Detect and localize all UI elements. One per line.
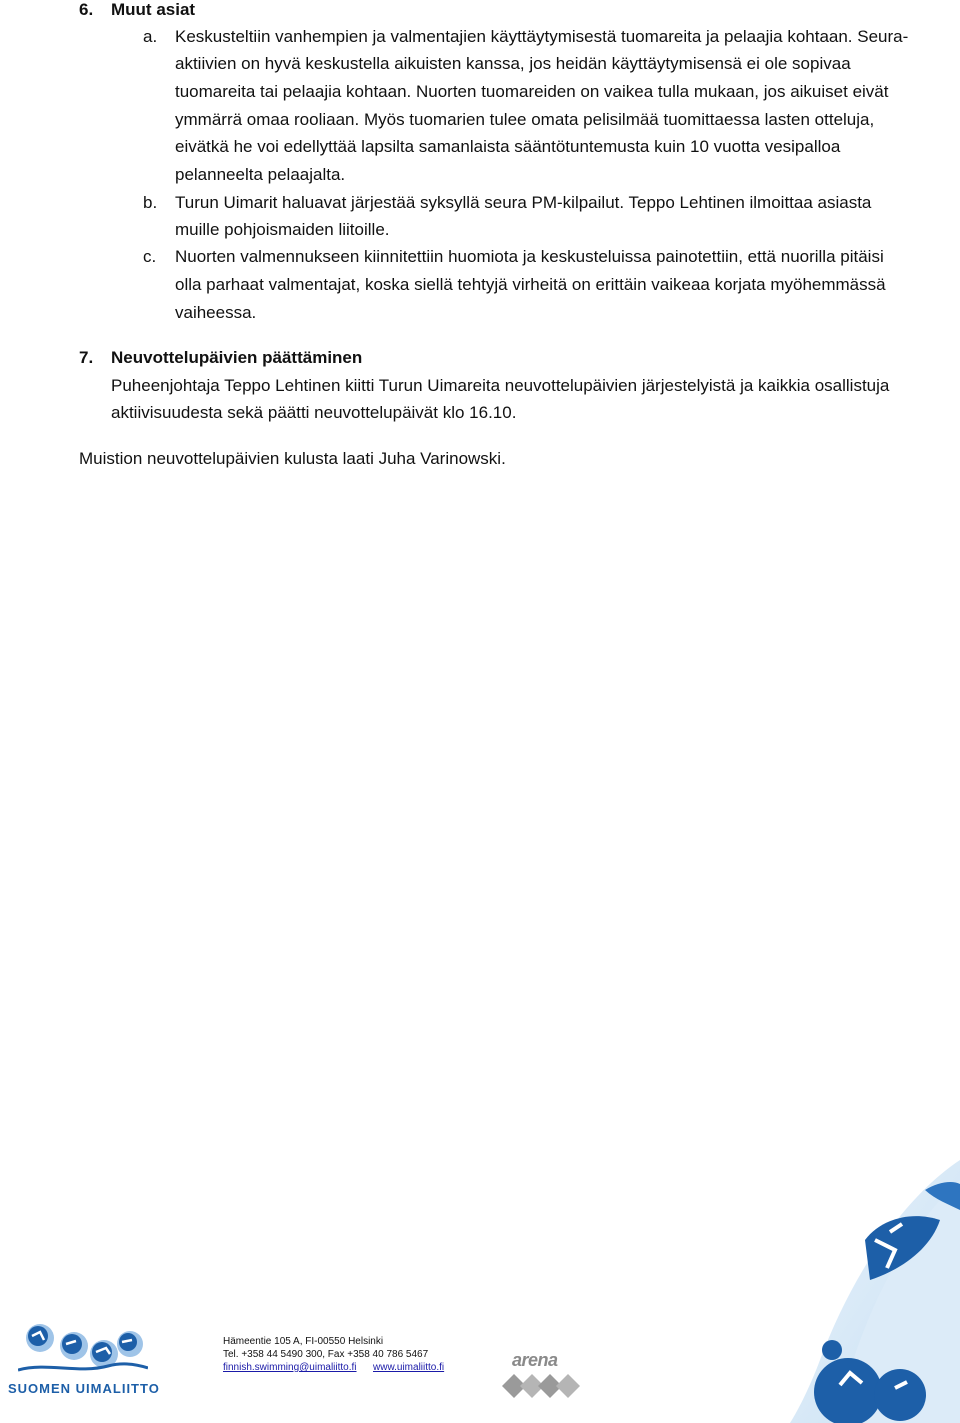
item-a-line-1: Keskusteltiin vanhempien ja valmentajien käyttäytymisestä tuomareita ja pelaajia kohtaan. Seura- (175, 27, 909, 46)
item-c-line-3: vaiheessa. (175, 303, 257, 322)
footer-address: Hämeentie 105 A, FI-00550 Helsinki (223, 1336, 384, 1347)
item-c-line-1: Nuorten valmennukseen kiinnitettiin huomiota ja keskusteluissa painotettiin, että nuorilla pitäisi (175, 247, 884, 266)
item-b-marker: b. (143, 193, 158, 212)
section-6-title: Muut asiat (111, 0, 196, 19)
item-b-line-2: muille pohjoismaiden liitoille. (175, 220, 390, 239)
section-7-line-2: aktiivisuudesta sekä päätti neuvottelupäivät klo 16.10. (111, 403, 517, 422)
arena-sponsor-logo: arena (512, 1350, 558, 1370)
section-6-number: 6. (79, 0, 94, 19)
footer-website-link[interactable]: www.uimaliitto.fi (373, 1362, 445, 1373)
swimmer-circle-large-icon (814, 1358, 882, 1423)
section-7-number: 7. (79, 348, 94, 367)
section-7-title: Neuvottelupäivien päättäminen (111, 348, 363, 367)
closing-statement: Muistion neuvottelupäivien kulusta laati Juha Varinowski. (79, 449, 506, 468)
item-a-marker: a. (143, 27, 158, 46)
footer-email-link[interactable]: finnish.swimming@uimaliitto.fi (223, 1362, 357, 1373)
item-b-line-1: Turun Uimarit haluavat järjestää syksyllä seura PM-kilpailut. Teppo Lehtinen ilmoittaa asiasta (175, 193, 872, 212)
swimmer-circle-medium-icon (874, 1369, 926, 1421)
suomen-uimaliitto-logo-icon (18, 1322, 148, 1378)
item-c-marker: c. (143, 247, 157, 266)
item-a-line-4: ymmärrä omaa rooliaan. Myös tuomarien tulee omata pelisilmää tuomittaessa lasten otteluja, (175, 110, 875, 129)
arena-diamond-icon (502, 1370, 580, 1402)
decorative-wave-graphic (700, 1160, 960, 1423)
swimmer-circle-small-icon (822, 1340, 842, 1360)
item-a-line-2: aktiivien on hyvä keskustella aikuisten kanssa, jos heidän käyttäytymisensä ei ole sopivaa (175, 54, 851, 73)
item-a-line-5: eivätkä he voi edellyttää lapsilta samanlaista sääntötuntemusta kuin 10 vuotta vesipalloa (175, 137, 841, 156)
item-a-line-6: pelanneelta pelaajalta. (175, 165, 346, 184)
section-7-line-1: Puheenjohtaja Teppo Lehtinen kiitti Turun Uimareita neuvottelupäivien järjestelyistä ja kaikkia osallistuja (111, 376, 890, 395)
footer-phone: Tel. +358 44 5490 300, Fax +358 40 786 5467 (223, 1349, 429, 1360)
logo-text: SUOMEN UIMALIITTO (8, 1381, 160, 1396)
item-a-line-3: tuomareita tai pelaajia kohtaan. Nuorten tuomareiden on vaikea tulla mukaan, jos aikuiset eivät (175, 82, 889, 101)
item-c-line-2: olla parhaat valmentajat, koska siellä tehtyjä virheitä on erittäin vaikeaa korjata myöhemmässä (175, 275, 886, 294)
